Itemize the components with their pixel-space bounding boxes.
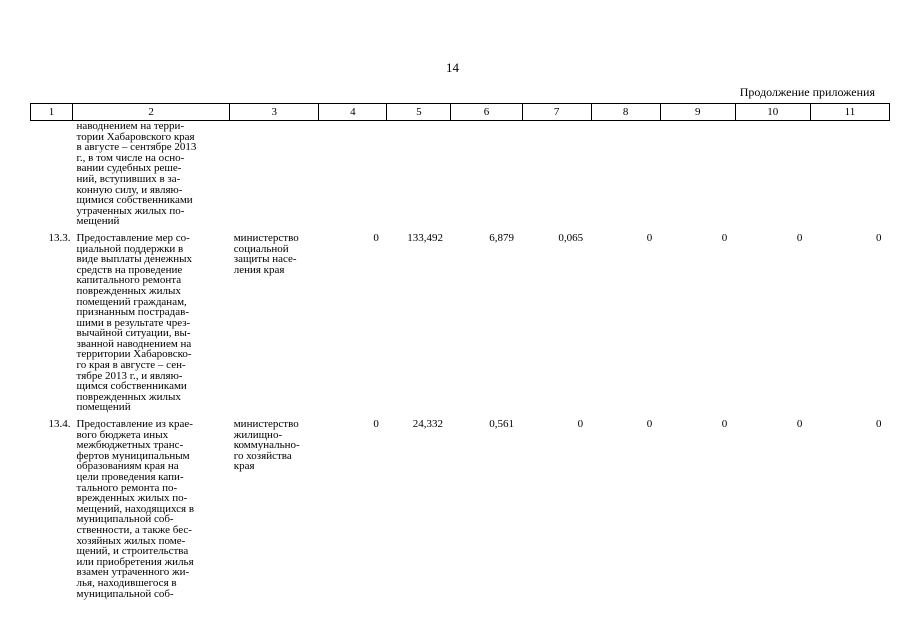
row-id bbox=[31, 121, 73, 227]
row-value: 0,561 bbox=[489, 418, 515, 431]
row-value: 0 bbox=[373, 418, 379, 431]
column-header: 3 bbox=[230, 104, 319, 121]
row-value: 0 bbox=[577, 418, 584, 431]
row-value: 0 bbox=[721, 231, 728, 244]
row-description: Предоставление из крае- вого бюджета иных межбюджетных транс- фертов муниципальным образованиям края на цели проведения капи- тального ремонта по- врежденных жилых по- мещений, находящихся в муниципальной соб- ственности, а также бес- хозяйных жилых поме- щений, и строительства или приобретения жилья взамен утраченного жи- лья, находившегося в муниципальной соб- bbox=[76, 418, 195, 600]
row-value: 0 bbox=[721, 418, 728, 431]
row-value bbox=[810, 121, 889, 227]
column-header: 10 bbox=[735, 104, 810, 121]
row-value bbox=[387, 121, 451, 227]
row-value: 24,332 bbox=[412, 418, 443, 431]
table-row bbox=[31, 121, 890, 227]
column-header: 8 bbox=[591, 104, 660, 121]
row-description: Предоставление мер со- циальной поддержки в виде выплаты денежных средств на проведение капитального ремонта поврежденных жилых помещений гражданам, признанным пострадав- шими в результате чрез- вычайной ситуации, вы- званной наводнением на территории Хабаровско- го края в августе – сен- тябре 2013 г., и являю- щимся собственниками поврежденных жилых помещений bbox=[76, 231, 192, 414]
column-header: 2 bbox=[73, 104, 230, 121]
table-row bbox=[31, 413, 890, 599]
row-value: 6,879 bbox=[489, 231, 515, 244]
row-executor bbox=[230, 121, 319, 227]
header-row bbox=[31, 104, 890, 121]
column-header: 4 bbox=[319, 104, 387, 121]
row-value: 0 bbox=[646, 231, 653, 244]
row-value: 0 bbox=[646, 418, 653, 431]
row-value: 133,492 bbox=[407, 231, 443, 244]
row-value: 0 bbox=[796, 231, 803, 244]
row-value bbox=[735, 121, 810, 227]
row-executor: министерство социальной защиты насе- ления края bbox=[233, 231, 299, 276]
row-value bbox=[660, 121, 735, 227]
column-header: 11 bbox=[810, 104, 889, 121]
row-value: 0,065 bbox=[558, 231, 584, 244]
column-header: 6 bbox=[451, 104, 522, 121]
row-value bbox=[451, 121, 522, 227]
column-header: 5 bbox=[387, 104, 451, 121]
row-id: 13.4. bbox=[48, 418, 71, 431]
row-value: 0 bbox=[796, 418, 803, 431]
row-description: наводнением на терри- тории Хабаровского края в августе – сентябре 2013 г., в том числе на осно- вании судебных реше- ний, вступивших в за- конную силу, и являю- щимися собственниками утраченных жилых по- мещений bbox=[76, 120, 197, 228]
column-header: 1 bbox=[31, 104, 73, 121]
row-id: 13.3. bbox=[48, 231, 71, 244]
page-number: 14 bbox=[446, 60, 459, 75]
continuation-label: Продолжение приложения bbox=[739, 85, 875, 99]
row-value bbox=[319, 121, 387, 227]
row-value: 0 bbox=[876, 418, 882, 431]
column-header: 9 bbox=[660, 104, 735, 121]
column-header: 7 bbox=[522, 104, 591, 121]
row-executor: министерство жилищно- коммунально- го хозяйства края bbox=[233, 418, 300, 473]
row-value bbox=[591, 121, 660, 227]
table-row bbox=[31, 227, 890, 413]
row-value: 0 bbox=[373, 231, 379, 244]
data-table bbox=[30, 103, 890, 599]
row-value: 0 bbox=[876, 231, 882, 244]
row-value bbox=[522, 121, 591, 227]
